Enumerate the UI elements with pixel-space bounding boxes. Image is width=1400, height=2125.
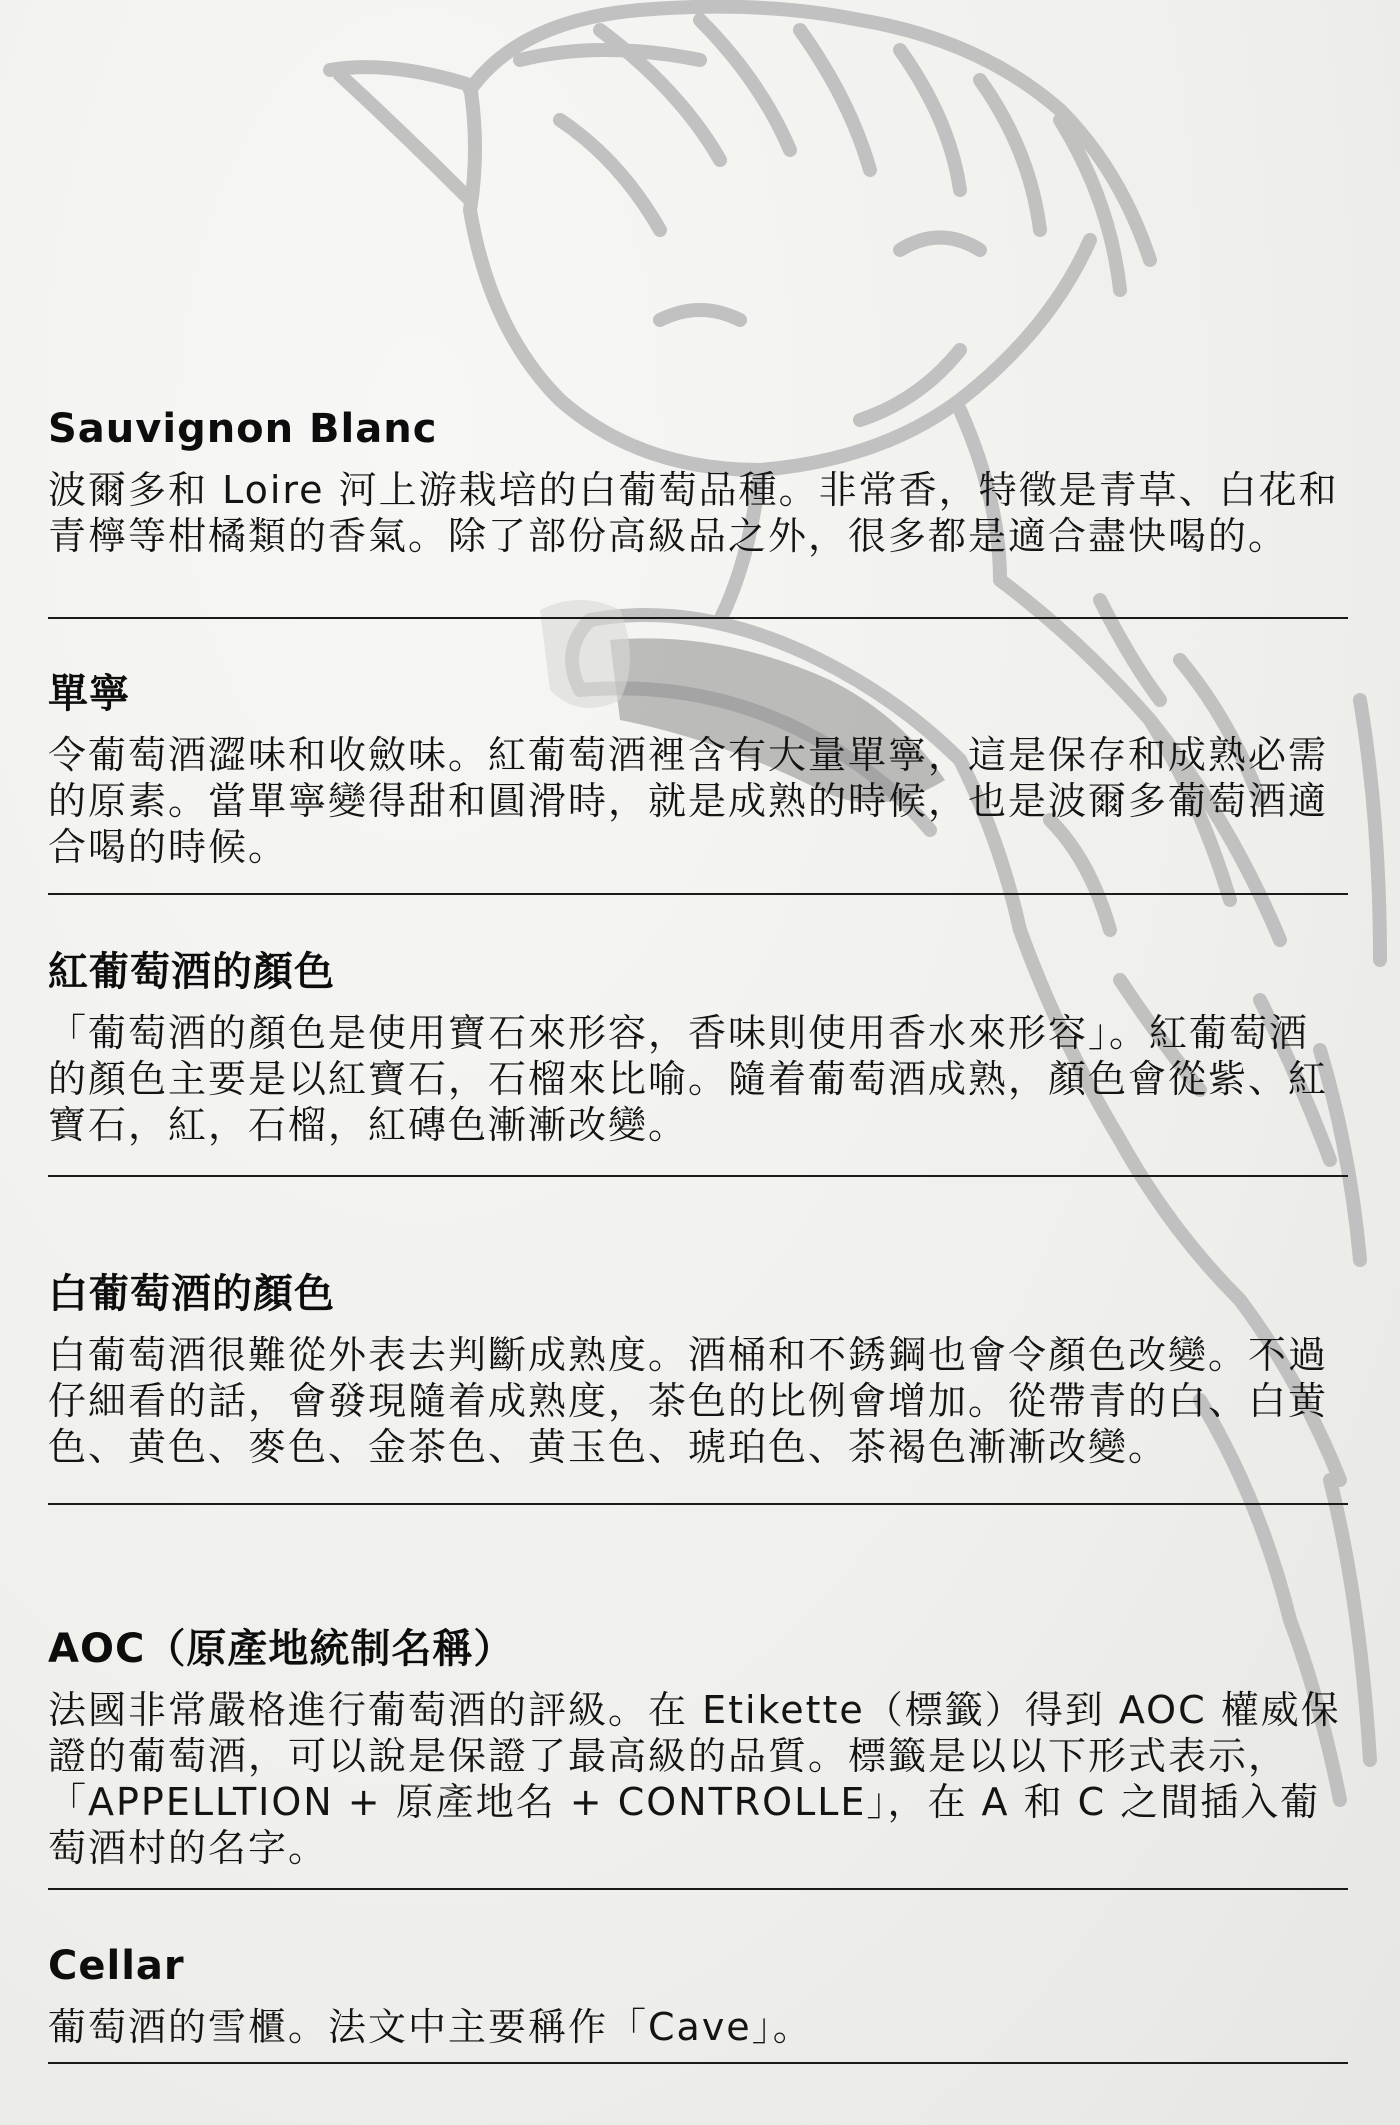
entry-body: 令葡萄酒澀味和收斂味。紅葡萄酒裡含有大量單寧，這是保存和成熟必需的原素。當單寧變得甜和圓滑時，就是成熟的時候，也是波爾多葡萄酒適合喝的時候。 (48, 733, 1329, 869)
divider (48, 1175, 1348, 1177)
entry-body: 葡萄酒的雪櫃。法文中主要稱作「Cave」。 (48, 2005, 813, 2049)
entry-body: 法國非常嚴格進行葡萄酒的評級。在 Etikette（標籤）得到 AOC 權威保證的葡萄酒，可以說是保證了最高級的品質。標籤是以以下形式表示，「APPELLTION + 原產地名 + CONTROLLE」，在 A 和 C 之間插入葡萄酒村的名字。 (48, 1688, 1341, 1870)
entry-body: 波爾多和 Loire 河上游栽培的白葡萄品種。非常香，特徵是青草、白花和青檸等柑橘類的香氣。除了部份高級品之外，很多都是適合盡快喝的。 (48, 468, 1339, 558)
entry-title: Cellar (48, 1943, 185, 1989)
glossary-entry (48, 948, 1348, 1148)
glossary-entry (48, 1942, 1348, 2050)
glossary-entry (48, 1625, 1348, 1871)
entry-title: Sauvignon Blanc (48, 406, 438, 452)
entry-title: AOC（原產地統制名稱） (48, 1626, 515, 1672)
divider (48, 1503, 1348, 1505)
entry-body: 「葡萄酒的顏色是使用寶石來形容，香味則使用香水來形容」。紅葡萄酒的顏色主要是以紅寶石，石榴來比喻。隨着葡萄酒成熟，顏色會從紫、紅寶石，紅，石榴，紅磚色漸漸改變。 (48, 1011, 1329, 1147)
glossary-entry (48, 405, 1348, 559)
divider (48, 2062, 1348, 2064)
entry-body: 白葡萄酒很難從外表去判斷成熟度。酒桶和不銹鋼也會令顏色改變。不過仔細看的話，會發現隨着成熟度，茶色的比例會增加。從帶青的白、白黄色、黄色、麥色、金茶色、黄玉色、琥珀色、茶褐色漸漸改變。 (48, 1333, 1329, 1469)
glossary-entry (48, 1270, 1348, 1470)
divider (48, 893, 1348, 895)
divider (48, 617, 1348, 619)
divider (48, 1888, 1348, 1890)
glossary-entry (48, 670, 1348, 870)
entry-title: 紅葡萄酒的顏色 (48, 949, 335, 995)
entry-title: 白葡萄酒的顏色 (48, 1271, 335, 1317)
entry-title: 單寧 (48, 671, 130, 717)
